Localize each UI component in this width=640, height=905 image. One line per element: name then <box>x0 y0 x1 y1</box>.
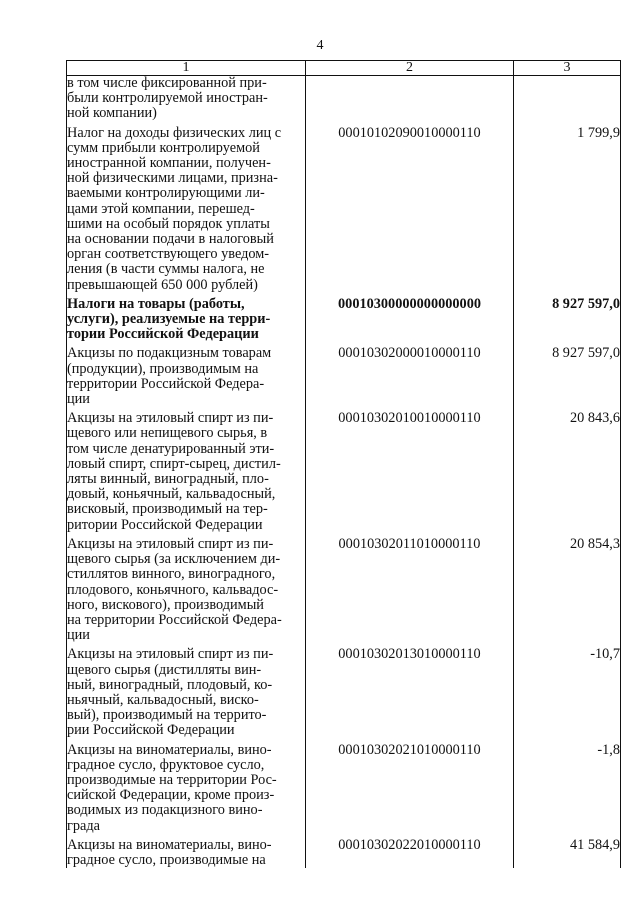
row-name-line: ции <box>67 627 90 644</box>
row-code-cell: 00010302021010000110 <box>306 739 514 834</box>
row-name-line: щевого или непищевого сырья, в <box>67 425 268 442</box>
row-name-line: орган соответствующего уведом- <box>67 246 270 263</box>
column-header-1: 1 <box>67 61 306 76</box>
row-amount-cell: 8 927 597,0 <box>514 293 621 343</box>
row-name-line: ный, виноградный, плодовый, ко- <box>67 676 273 693</box>
row-name-line: ного, вискового), производимый <box>67 596 264 613</box>
row-name-line: довый, коньячный, кальвадосный, <box>67 486 276 503</box>
row-name-line: производимые на территории Рос- <box>67 771 277 788</box>
row-name-line: плодового, коньячного, кальвадос- <box>67 581 279 598</box>
row-name-cell <box>67 407 306 533</box>
row-name-cell <box>67 122 306 293</box>
row-name-line: градное сусло, фруктовое сусло, <box>67 756 265 773</box>
page-number: 4 <box>316 38 324 53</box>
row-amount-cell: 8 927 597,0 <box>514 342 621 407</box>
row-name-line: в том числе фиксированной при- <box>67 75 267 91</box>
table-row <box>67 76 621 122</box>
table-row <box>67 739 621 834</box>
row-code-cell: 00010302011010000110 <box>306 533 514 643</box>
row-name-line: водимых из подакцизного вино- <box>67 802 263 819</box>
row-name-line: ления (в части суммы налога, не <box>67 261 265 278</box>
row-name-line: превышающей 650 000 рублей) <box>67 276 258 293</box>
row-name-line: висковый, производимый на тер- <box>67 501 268 518</box>
row-name-line: Акцизы на этиловый спирт из пи- <box>67 410 274 427</box>
row-name-line: щевого сырья (за исключением ди- <box>67 551 281 568</box>
budget-table <box>66 60 621 868</box>
row-name-line: иностранной компании, получен- <box>67 155 271 172</box>
table-row <box>67 533 621 643</box>
table-row <box>67 293 621 343</box>
row-name-line: щевого сырья (дистилляты вин- <box>67 661 262 678</box>
table-row <box>67 407 621 533</box>
row-name-line: тории Российской Федерации <box>67 326 259 343</box>
row-name-line: ной физическими лицами, призна- <box>67 170 278 187</box>
row-amount-cell <box>514 76 621 122</box>
row-name-line: ваемыми контролирующими ли- <box>67 185 265 202</box>
row-amount-cell: 41 584,9 <box>514 834 621 868</box>
row-amount-cell: 1 799,9 <box>514 122 621 293</box>
row-code-cell <box>306 76 514 122</box>
row-name-line: Акцизы по подакцизным товарам <box>67 345 272 362</box>
row-name-line: ции <box>67 391 90 408</box>
row-name-line: услуги), реализуемые на терри- <box>67 311 271 328</box>
row-name-line: Акцизы на этиловый спирт из пи- <box>67 646 274 663</box>
table-header-row <box>67 61 621 76</box>
row-code-cell: 00010302000010000110 <box>306 342 514 407</box>
row-name-line: ляты винный, виноградный, пло- <box>67 471 269 488</box>
row-name-line: града <box>67 817 100 834</box>
table-row <box>67 834 621 868</box>
row-name-cell <box>67 739 306 834</box>
row-name-line: сумм прибыли контролируемой <box>67 139 260 156</box>
row-name-line: шими на особый порядок уплаты <box>67 215 270 232</box>
row-name-line: Акцизы на виноматериалы, вино- <box>67 836 272 853</box>
row-code-cell: 00010302013010000110 <box>306 643 514 738</box>
row-name-cell <box>67 293 306 343</box>
row-code-cell: 00010300000000000000 <box>306 293 514 343</box>
row-name-line: ловый спирт, спирт-сырец, дистил- <box>67 455 281 472</box>
row-code-cell: 00010302022010000110 <box>306 834 514 868</box>
row-name-line: вый), производимый на террито- <box>67 707 267 724</box>
row-name-line: (продукции), производимым на <box>67 360 259 377</box>
row-name-line: сийской Федерации, кроме произ- <box>67 787 275 804</box>
row-name-cell <box>67 834 306 868</box>
row-name-line: территории Российской Федера- <box>67 375 265 392</box>
row-name-line: стиллятов винного, виноградного, <box>67 566 276 583</box>
row-name-line: ритории Российской Федерации <box>67 516 263 533</box>
row-name-line: Акцизы на виноматериалы, вино- <box>67 741 272 758</box>
row-name-line: ньячный, кальвадосный, виско- <box>67 691 259 708</box>
row-name-line: Налоги на товары (работы, <box>67 295 245 312</box>
column-header-2: 2 <box>306 61 514 76</box>
table-body <box>67 76 621 869</box>
row-name-cell <box>67 533 306 643</box>
row-name-cell <box>67 76 306 122</box>
row-amount-cell: 20 843,6 <box>514 407 621 533</box>
row-name-line: были контролируемой иностран- <box>67 90 268 107</box>
column-header-3: 3 <box>514 61 621 76</box>
row-amount-cell: 20 854,3 <box>514 533 621 643</box>
row-name-line: Налог на доходы физических лиц с <box>67 124 282 141</box>
table-row <box>67 122 621 293</box>
row-name-cell <box>67 643 306 738</box>
row-amount-cell: -1,8 <box>514 739 621 834</box>
row-code-cell: 00010102090010000110 <box>306 122 514 293</box>
row-name-line: на основании подачи в налоговый <box>67 231 274 248</box>
row-name-line: рии Российской Федерации <box>67 722 235 739</box>
row-code-cell: 00010302010010000110 <box>306 407 514 533</box>
table-row <box>67 643 621 738</box>
row-name-line: Акцизы на этиловый спирт из пи- <box>67 535 274 552</box>
row-name-line: том числе денатурированный эти- <box>67 440 275 457</box>
row-name-line: на территории Российской Федера- <box>67 611 282 628</box>
table-row <box>67 342 621 407</box>
row-name-line: ной компании) <box>67 105 157 122</box>
row-name-line: цами этой компании, перешед- <box>67 200 255 217</box>
row-name-cell <box>67 342 306 407</box>
row-amount-cell: -10,7 <box>514 643 621 738</box>
row-name-line: градное сусло, производимые на <box>67 851 266 868</box>
